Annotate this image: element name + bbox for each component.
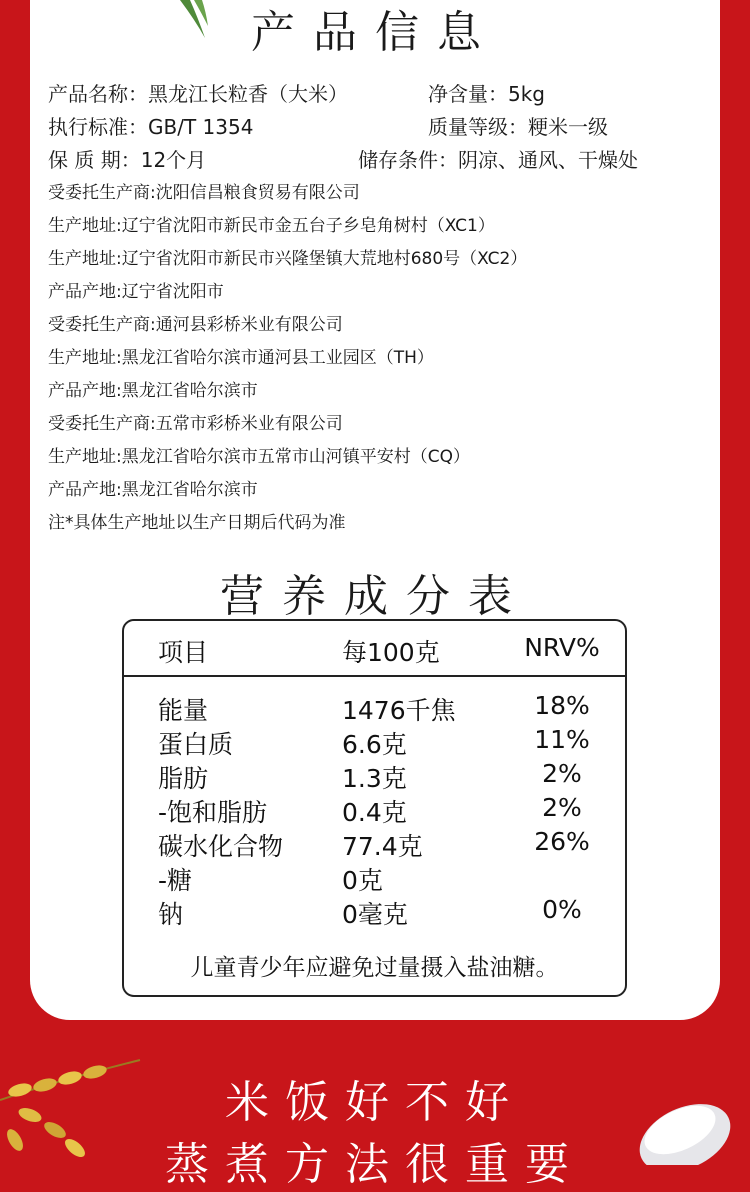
slogan-line-1: 米饭好不好 xyxy=(225,1077,525,1128)
nutrient-name: 钠 xyxy=(158,900,184,929)
info-line: 受委托生产商:沈阳信昌粮食贸易有限公司 xyxy=(48,183,360,203)
nutrient-name: -糖 xyxy=(158,866,193,895)
info-right: 净含量：5kg xyxy=(428,82,546,106)
nutrient-name: 蛋白质 xyxy=(158,730,234,759)
info-line: 产品产地:辽宁省沈阳市 xyxy=(48,282,224,302)
info-line: 注*具体生产地址以生产日期后代码为准 xyxy=(48,513,346,533)
product-info-section xyxy=(48,78,708,540)
nutrient-name: 能量 xyxy=(158,696,209,725)
header-item: 项目 xyxy=(158,638,209,667)
header-per100: 每100克 xyxy=(342,638,440,667)
nutrient-nrv: 18% xyxy=(534,691,590,720)
info-line: 受委托生产商:五常市彩桥米业有限公司 xyxy=(48,414,343,434)
nutrient-amount: 6.6克 xyxy=(342,730,407,759)
nutrient-nrv: 11% xyxy=(534,725,590,754)
info-left: 产品名称：黑龙江长粒香（大米） xyxy=(48,82,348,106)
nutrition-table xyxy=(122,619,627,997)
info-line: 产品产地:黑龙江省哈尔滨市 xyxy=(48,480,258,500)
nutrient-amount: 1.3克 xyxy=(342,764,407,793)
info-line: 生产地址:黑龙江省哈尔滨市通河县工业园区（TH） xyxy=(48,348,434,368)
nutrient-amount: 0毫克 xyxy=(342,900,408,929)
nutrition-header-row xyxy=(124,621,625,677)
nutrient-name: -饱和脂肪 xyxy=(158,798,268,827)
nutrition-row xyxy=(124,725,625,759)
nutrient-nrv: 2% xyxy=(542,759,582,788)
nutrition-row xyxy=(124,861,625,895)
nutrient-nrv: 0% xyxy=(542,895,582,924)
info-left: 执行标准：GB/T 1354 xyxy=(48,115,254,139)
nutrient-name: 脂肪 xyxy=(158,764,209,793)
info-line: 产品产地:黑龙江省哈尔滨市 xyxy=(48,381,258,401)
nutrient-amount: 0.4克 xyxy=(342,798,407,827)
info-line: 生产地址:黑龙江省哈尔滨市五常市山河镇平安村（CQ） xyxy=(48,447,470,467)
slogan-line-2: 蒸煮方法很重要 xyxy=(165,1139,585,1190)
nutrition-row xyxy=(124,691,625,725)
info-left: 保 质 期：12个月 xyxy=(48,148,207,172)
nutrition-row xyxy=(124,827,625,861)
nutrition-row xyxy=(124,793,625,827)
product-info-title: 产品信息 xyxy=(251,7,499,58)
nutrient-nrv: 26% xyxy=(534,827,590,856)
info-line: 生产地址:辽宁省沈阳市新民市兴隆堡镇大荒地村680号（XC2） xyxy=(48,249,528,269)
nutrient-amount: 77.4克 xyxy=(342,832,423,861)
nutrition-advice: 儿童青少年应避免过量摄入盐油糖。 xyxy=(190,955,559,981)
info-right: 质量等级：粳米一级 xyxy=(428,115,608,139)
nutrition-row xyxy=(124,759,625,793)
info-row xyxy=(48,144,708,177)
nutrient-nrv: 2% xyxy=(542,793,582,822)
nutrient-amount: 0克 xyxy=(342,866,383,895)
header-nrv: NRV% xyxy=(524,633,600,662)
info-line: 受委托生产商:通河县彩桥米业有限公司 xyxy=(48,315,343,335)
info-right: 储存条件：阴凉、通风、干燥处 xyxy=(358,148,638,172)
nutrition-row xyxy=(124,895,625,929)
nutrient-name: 碳水化合物 xyxy=(158,832,284,861)
nutrition-title: 营养成分表 xyxy=(220,571,530,622)
info-row xyxy=(48,111,708,144)
nutrient-amount: 1476千焦 xyxy=(342,696,456,725)
info-line: 生产地址:辽宁省沈阳市新民市金五台子乡皂角树村（XC1） xyxy=(48,216,495,236)
info-row xyxy=(48,78,708,111)
